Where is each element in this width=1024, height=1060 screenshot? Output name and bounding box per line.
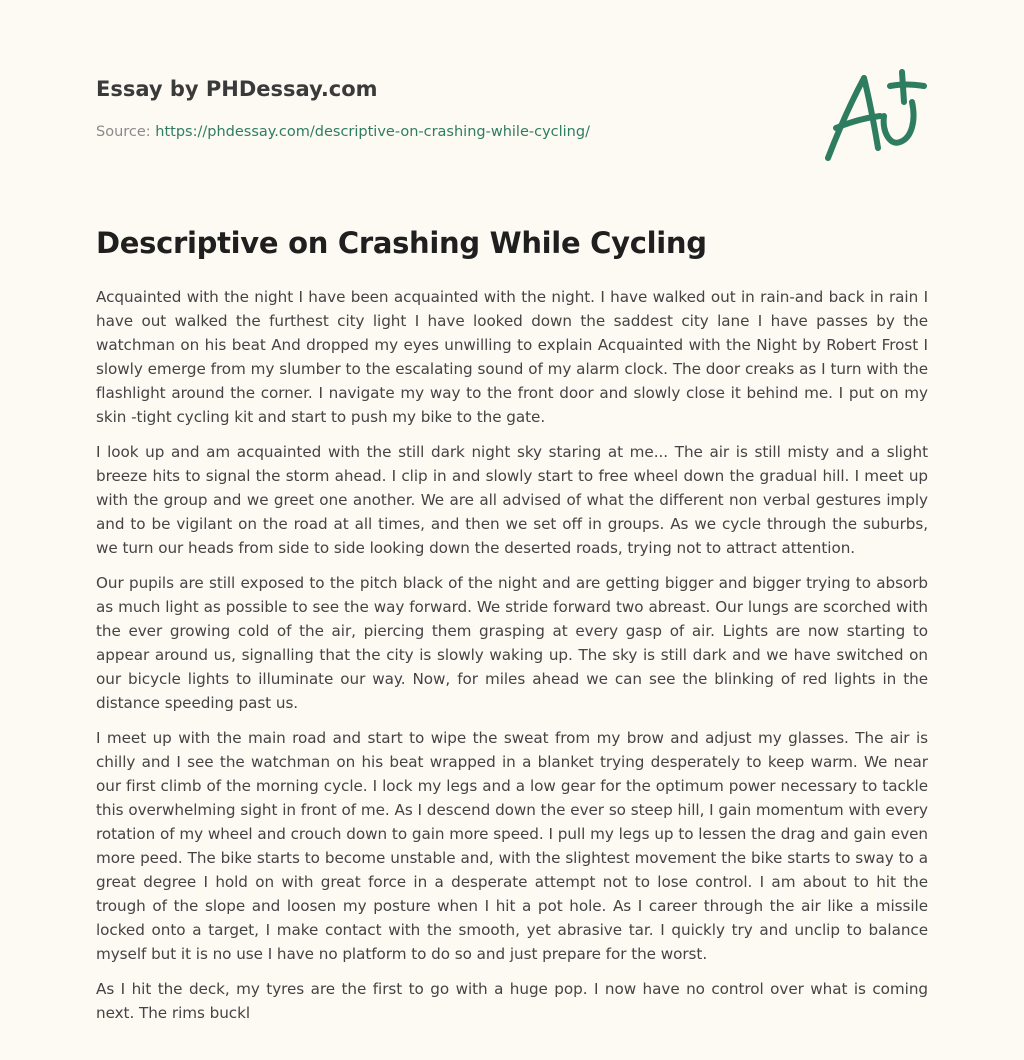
site-brand: Essay by PHDessay.com [96, 77, 378, 101]
essay-title: Descriptive on Crashing While Cycling [96, 226, 707, 260]
essay-paragraph: Acquainted with the night I have been acquainted with the night. I have walked out in rain-and back in rain I have out walked the furthest city light I have looked down the saddest city lane I have passes by the watchman on his beat And dropped my eyes unwilling to explain Acquainted with the Night by Robert Frost I slowly emerge from my slumber to the escalating sound of my alarm clock. The door creaks as I turn with the flashlight around the corner. I navigate my way to the front door and slowly close it behind me. I put on my skin -tight cycling kit and start to push my bike to the gate. [96, 288, 928, 426]
essay-paragraph: I meet up with the main road and start to wipe the sweat from my brow and adjust my glasses. The air is chilly and I see the watchman on his beat wrapped in a blanket trying desperately to keep warm. We near our first climb of the morning cycle. I lock my legs and a low gear for the optimum power necessary to tackle this overwhelming sight in front of me. As I descend down the ever so steep hill, I gain momentum with every rotation of my wheel and crouch down to gain more speed. I pull my legs up to lessen the drag and gain even more peed. The bike starts to become unstable and, with the slightest movement the bike starts to sway to a great degree I hold on with great force in a desperate attempt not to lose control. I am about to hit the trough of the slope and loosen my posture when I hit a pot hole. As I career through the air like a missile locked onto a target, I make contact with the smooth, yet abrasive tar. I quickly try and unclip to balance myself but it is no use I have no platform to do so and just prepare for the worst. [96, 729, 928, 963]
source-line [96, 124, 590, 140]
essay-paragraph: I look up and am acquainted with the still dark night sky staring at me... The air is still misty and a slight breeze hits to signal the storm ahead. I clip in and slowly start to free wheel down the gradual hill. I meet up with the group and we greet one another. We are all advised of what the different non verbal gestures imply and to be vigilant on the road at all times, and then we set off in groups. As we cycle through the suburbs, we turn our heads from side to side looking down the deserted roads, trying not to attract attention. [96, 443, 928, 557]
essay-paragraph: Our pupils are still exposed to the pitch black of the night and are getting bigger and bigger trying to absorb as much light as possible to see the way forward. We stride forward two abreast. Our lungs are scorched with the ever growing cold of the air, piercing them grasping at every gasp of air. Lights are now starting to appear around us, signalling that the city is slowly waking up. The sky is still dark and we have switched on our bicycle lights to illuminate our way. Now, for miles ahead we can see the blinking of red lights in the distance speeding past us. [96, 574, 928, 712]
source-label: Source: [96, 124, 156, 140]
essay-body [96, 285, 928, 1036]
a-plus-logo-icon [820, 62, 930, 168]
essay-paragraph: As I hit the deck, my tyres are the first to go with a huge pop. I now have no control over what is coming next. The rims buckl [96, 980, 928, 1022]
source-link[interactable]: https://phdessay.com/descriptive-on-crashing-while-cycling/ [155, 124, 590, 140]
